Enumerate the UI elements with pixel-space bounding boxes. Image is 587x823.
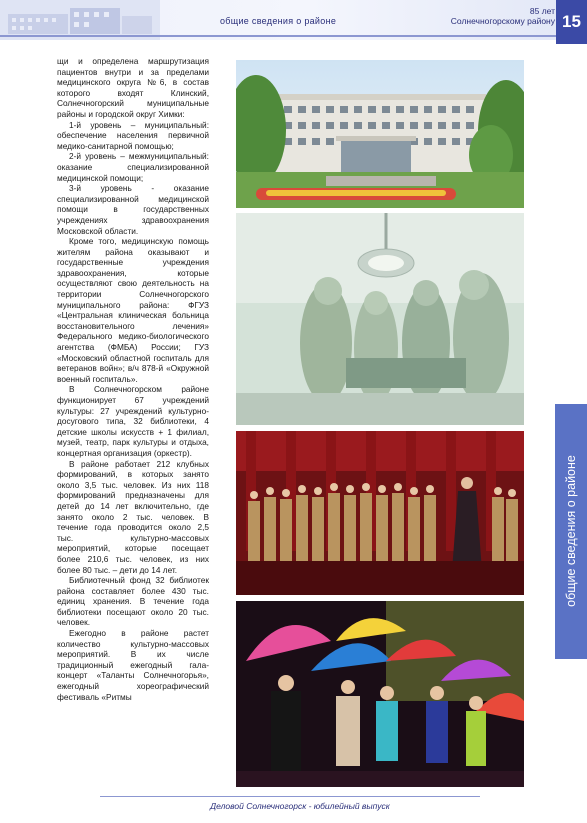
paragraph: В районе работает 212 клубных формирований, в которых занято около 3,5 тыс. человек. Из них 118 формирований предназначены для детей до 14 лет включительно, где занято около 2 тыс. человек. В течение года проводится около 2,5 тыс. культурно-массовых мероприятий, которые посещает более 210,6 тыс. человек, из них более 80 тыс. – дети до 14 лет. (57, 458, 209, 575)
paragraph: Библиотечный фонд 32 библиотек района составляет более 430 тыс. единиц хранения. В течение года библиотеки посещают около 20 тыс. человек. (57, 575, 209, 628)
paragraph: 3-й уровень - оказание специализированной медицинской помощи в государственных учреждениях здравоохранения Московской области. (57, 183, 209, 236)
umbrella-dance-photo (236, 601, 524, 787)
paragraph: 1-й уровень – муниципальный: обеспечение населения первичной медико-санитарной помощью; (57, 119, 209, 151)
paragraph: щи и определена маршрутизация пациентов внутри и за пределами медицинского округа №6, в состав которого входят Клинский, Солнечногорский муниципальные районы и городской округ Химки: (57, 56, 209, 119)
paragraph: Кроме того, медицинскую помощь жителям района оказывают и государственные учреждения здравоохранения, которые осуществляют свою деятельность на территории Солнечногорского муниципального района: ФГУЗ «Центральная клиническая больница восстановительного лечения» Федерального медико-биологического агентства (ФМБА) России; ГУЗ «Московский областной госпиталь для ветеранов войн»; в/ч 878-й «Окружной военный госпиталь». (57, 236, 209, 384)
choir-concert-photo (236, 431, 524, 595)
paragraph: В Солнечногорском районе функционирует 67 учреждений культуры: 27 учреждений культурно-досугового типа, 32 библиотеки, 4 детские школы искусств + 1 филиал, музей, театр, парк культуры и отдыха, концертная организация (оркестр). (57, 384, 209, 458)
section-title: общие сведения о районе (220, 16, 337, 26)
surgery-photo (236, 213, 524, 425)
header-rule (0, 35, 565, 37)
footer-rule (100, 796, 480, 797)
article-text (57, 56, 209, 702)
hospital-building-photo (236, 60, 524, 208)
page-number: 15 (556, 0, 587, 44)
anniversary-line-2: Солнечногорскому району (450, 16, 555, 26)
footer-text: Деловой Солнечногорск - юбилейный выпуск (210, 801, 390, 811)
paragraph: Ежегодно в районе растет количество культурно-массовых мероприятий. В их числе традиционный ежегодный гала-концерт «Таланты Солнечногорья», ежегодный хореографический фестиваль «Ритмы (57, 628, 209, 702)
anniversary-label (420, 6, 555, 26)
side-tab-label: общие сведения о районе (564, 455, 578, 607)
anniversary-line-1: 85 лет (529, 6, 555, 16)
header-building-image (0, 0, 160, 40)
paragraph: 2-й уровень – межмуниципальный: оказание специализированной медицинской помощи; (57, 151, 209, 183)
page-header (0, 0, 587, 40)
